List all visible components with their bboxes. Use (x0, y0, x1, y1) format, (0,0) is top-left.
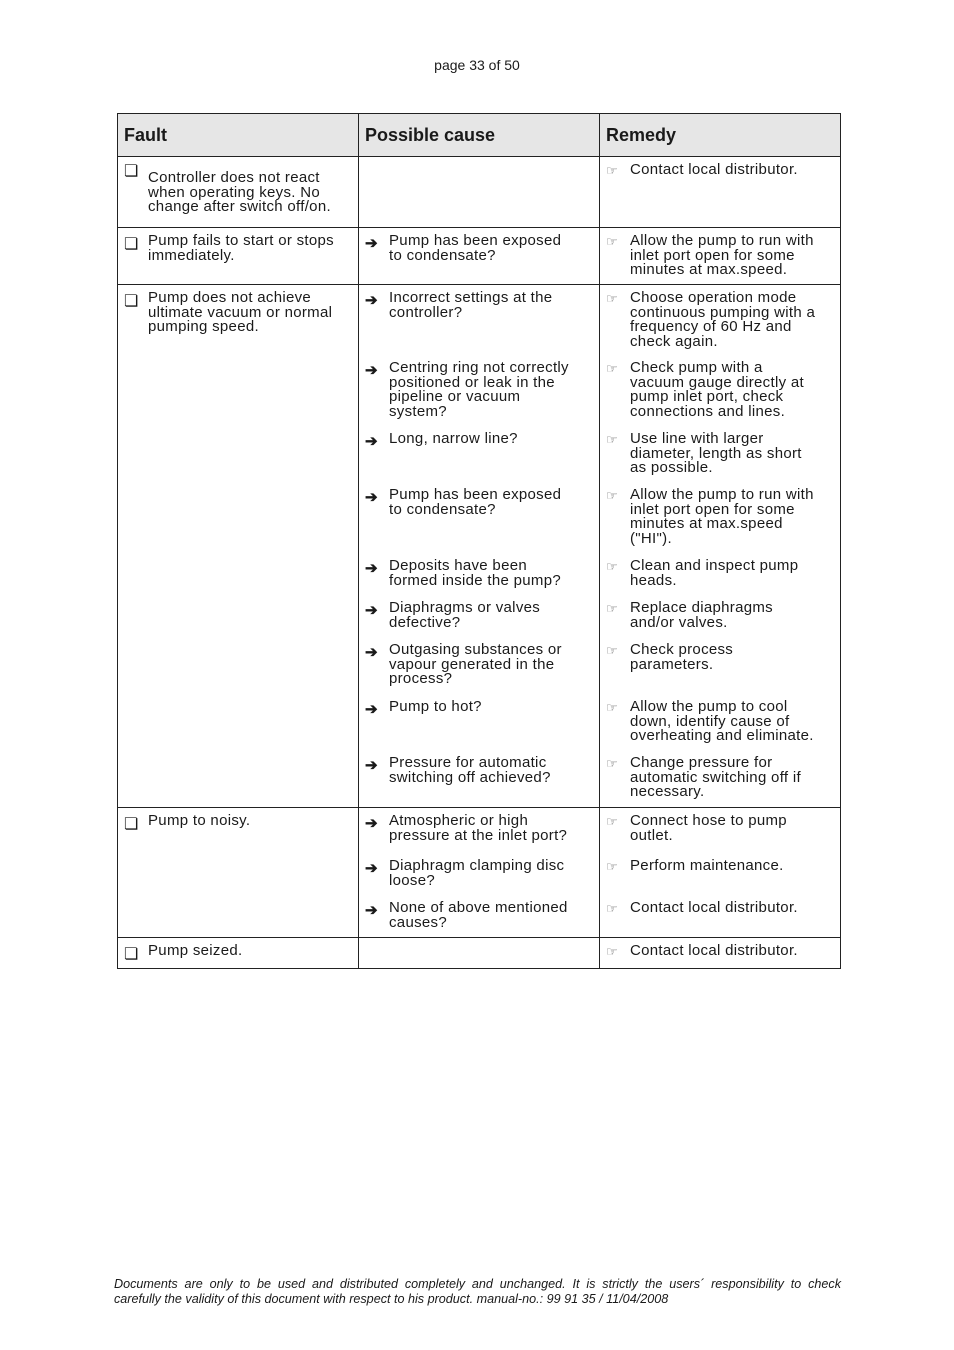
text-line: overheating and eliminate. (630, 727, 814, 744)
text-line: Diaphragms or valves (389, 599, 541, 616)
remedy-item (606, 559, 834, 588)
arrow-right-icon: ➔ (365, 602, 378, 619)
text-line: defective? (389, 613, 461, 631)
text-line: Contact local distributor. (630, 899, 798, 916)
remedy-item (606, 756, 834, 800)
text-line: Pump fails to start or stops (148, 232, 334, 249)
arrow-right-icon: ➔ (365, 902, 378, 919)
cause-item (365, 488, 593, 517)
checkbox-icon: ❏ (124, 946, 139, 963)
text-line: outlet. (630, 826, 673, 844)
fault-item (124, 814, 352, 834)
remedy-item (606, 291, 834, 349)
text-line: formed inside the pump? (389, 571, 561, 589)
arrow-right-icon: ➔ (365, 701, 378, 718)
text-line: Atmospheric or high (389, 812, 529, 829)
text-line: process? (389, 670, 453, 687)
pointing-hand-icon: ☞ (606, 559, 618, 574)
text-line: Pump seized. (148, 942, 243, 959)
text-line: down, identify cause of (630, 712, 790, 730)
text-line: Clean and inspect pump (630, 557, 799, 574)
cause-item (365, 756, 593, 785)
footer-notice (114, 1277, 841, 1307)
text-line: vacuum gauge directly at (630, 373, 804, 391)
text-line: parameters. (630, 655, 714, 673)
pointing-hand-icon: ☞ (606, 944, 618, 959)
text-line: Centring ring not correctly (389, 359, 569, 376)
remedy-item (606, 700, 834, 744)
text-line: minutes at max.speed (630, 515, 783, 532)
text-line: Perform maintenance. (630, 857, 784, 874)
text-line: Use line with larger (630, 430, 764, 447)
text-line: Long, narrow line? (389, 430, 518, 447)
text-line: Controller does not react (148, 169, 320, 186)
remedy-item (606, 361, 834, 419)
fault-cell (118, 808, 359, 938)
text-line: controller? (389, 303, 463, 321)
text-line: immediately. (148, 246, 235, 264)
pointing-hand-icon: ☞ (606, 488, 618, 503)
remedy-item (606, 601, 834, 630)
remedy-item (606, 163, 834, 179)
arrow-right-icon: ➔ (365, 644, 378, 661)
pointing-hand-icon: ☞ (606, 859, 618, 874)
remedy-item (606, 814, 834, 843)
cause-cell (359, 228, 600, 285)
page-number: page 33 of 50 (434, 57, 520, 73)
remedy-item (606, 901, 834, 917)
text-line: pumping speed. (148, 318, 259, 335)
arrow-right-icon: ➔ (365, 860, 378, 877)
cause-cell (359, 285, 600, 808)
text-line: heads. (630, 571, 677, 589)
remedy-cell (600, 228, 841, 285)
remedy-item (606, 944, 834, 960)
arrow-right-icon: ➔ (365, 235, 378, 252)
fault-item (124, 291, 352, 335)
text-line: as possible. (630, 459, 713, 476)
text-line: Check process (630, 641, 734, 658)
remedy-item (606, 488, 834, 546)
checkbox-icon: ❏ (124, 236, 139, 253)
text-line: and/or valves. (630, 613, 728, 631)
text-line: ("HI"). (630, 529, 672, 547)
pointing-hand-icon: ☞ (606, 361, 618, 376)
cause-item (365, 291, 593, 320)
text-line: necessary. (630, 783, 705, 800)
text-line: Change pressure for (630, 754, 773, 771)
text-line: Pump does not achieve (148, 289, 312, 306)
remedy-cell (600, 808, 841, 938)
fault-item (124, 944, 352, 964)
arrow-right-icon: ➔ (365, 489, 378, 506)
cause-item (365, 432, 593, 450)
fault-cell (118, 285, 359, 808)
text-line: check again. (630, 332, 718, 350)
text-line: positioned or leak in the (389, 373, 555, 391)
pointing-hand-icon: ☞ (606, 291, 618, 306)
text-line: Pressure for automatic (389, 754, 547, 771)
text-line: Pump has been exposed (389, 486, 562, 503)
fault-item (124, 163, 352, 215)
text-line: pipeline or vacuum (389, 388, 521, 405)
table-row (118, 938, 841, 969)
cause-item (365, 234, 593, 263)
text-line: Choose operation mode (630, 289, 797, 306)
cause-cell (359, 157, 600, 228)
cause-item (365, 859, 593, 888)
text-line: causes? (389, 913, 447, 931)
cause-item (365, 601, 593, 630)
fault-cell (118, 938, 359, 969)
header-remedy: Remedy (600, 114, 841, 157)
cause-item (365, 814, 593, 843)
cause-item (365, 559, 593, 588)
pointing-hand-icon: ☞ (606, 756, 618, 771)
arrow-right-icon: ➔ (365, 815, 378, 832)
remedy-item (606, 432, 834, 476)
arrow-right-icon: ➔ (365, 292, 378, 309)
text-line: Contact local distributor. (630, 942, 798, 959)
pointing-hand-icon: ☞ (606, 814, 618, 829)
pointing-hand-icon: ☞ (606, 234, 618, 249)
text-line: Contact local distributor. (630, 161, 798, 178)
text-line: change after switch off/on. (148, 198, 331, 215)
table-row (118, 285, 841, 808)
arrow-right-icon: ➔ (365, 560, 378, 577)
text-line: pressure at the inlet port? (389, 826, 568, 844)
text-line: Allow the pump to cool (630, 698, 788, 715)
footer-line-1: Documents are only to be used and distributed completely and unchanged. It is strictly the users´ responsibility to check (114, 1277, 841, 1291)
text-line: diameter, length as short (630, 444, 802, 462)
pointing-hand-icon: ☞ (606, 601, 618, 616)
text-line: continuous pumping with a (630, 303, 816, 321)
text-line: loose? (389, 871, 436, 889)
table-row (118, 157, 841, 228)
text-line: pump inlet port, check (630, 388, 784, 405)
remedy-item (606, 234, 834, 278)
arrow-right-icon: ➔ (365, 433, 378, 450)
text-line: Connect hose to pump (630, 812, 787, 829)
arrow-right-icon: ➔ (365, 757, 378, 774)
checkbox-icon: ❏ (124, 816, 139, 833)
table-row (118, 808, 841, 938)
cause-item (365, 643, 593, 687)
text-line: to condensate? (389, 246, 496, 264)
cause-item (365, 361, 593, 419)
text-line: Outgasing substances or (389, 641, 562, 658)
pointing-hand-icon: ☞ (606, 700, 618, 715)
text-line: inlet port open for some (630, 500, 795, 518)
pointing-hand-icon: ☞ (606, 643, 618, 658)
footer-line-2: carefully the validity of this document with respect to his product. manual-no.: 99 91 35 / 11/04/2008 (114, 1292, 669, 1306)
fault-item (124, 234, 352, 263)
text-line: automatic switching off if (630, 768, 801, 786)
text-line: Pump to hot? (389, 698, 482, 715)
header-fault: Fault (118, 114, 359, 157)
text-line: inlet port open for some (630, 246, 795, 264)
text-line: Deposits have been (389, 557, 527, 574)
text-line: Diaphragm clamping disc (389, 857, 565, 874)
cause-cell (359, 808, 600, 938)
text-line: Pump to noisy. (148, 812, 251, 829)
cause-cell (359, 938, 600, 969)
text-line: to condensate? (389, 500, 496, 518)
text-line: Check pump with a (630, 359, 763, 376)
text-line: connections and lines. (630, 402, 786, 420)
checkbox-icon: ❏ (124, 293, 139, 310)
header-possible-cause: Possible cause (359, 114, 600, 157)
cause-item (365, 700, 593, 718)
table-row (118, 228, 841, 285)
pointing-hand-icon: ☞ (606, 163, 618, 178)
pointing-hand-icon: ☞ (606, 432, 618, 447)
remedy-item (606, 859, 834, 875)
text-line: system? (389, 402, 447, 420)
checkbox-icon: ❏ (124, 163, 139, 180)
text-line: Allow the pump to run with (630, 486, 814, 503)
text-line: Incorrect settings at the (389, 289, 553, 306)
remedy-cell (600, 938, 841, 969)
remedy-item (606, 643, 834, 672)
remedy-cell (600, 157, 841, 228)
fault-cell (118, 228, 359, 285)
text-line: None of above mentioned (389, 899, 568, 916)
cause-item (365, 901, 593, 930)
text-line: Replace diaphragms (630, 599, 773, 616)
arrow-right-icon: ➔ (365, 362, 378, 379)
text-line: Allow the pump to run with (630, 232, 814, 249)
fault-cell (118, 157, 359, 228)
table-header-row (118, 114, 841, 157)
text-line: frequency of 60 Hz and (630, 318, 792, 335)
text-line: when operating keys. No (148, 183, 320, 201)
text-line: Pump has been exposed (389, 232, 562, 249)
troubleshooting-table (117, 113, 841, 969)
text-line: vapour generated in the (389, 655, 555, 673)
text-line: switching off achieved? (389, 768, 551, 786)
text-line: ultimate vacuum or normal (148, 303, 333, 321)
remedy-cell (600, 285, 841, 808)
text-line: minutes at max.speed. (630, 261, 788, 278)
pointing-hand-icon: ☞ (606, 901, 618, 916)
